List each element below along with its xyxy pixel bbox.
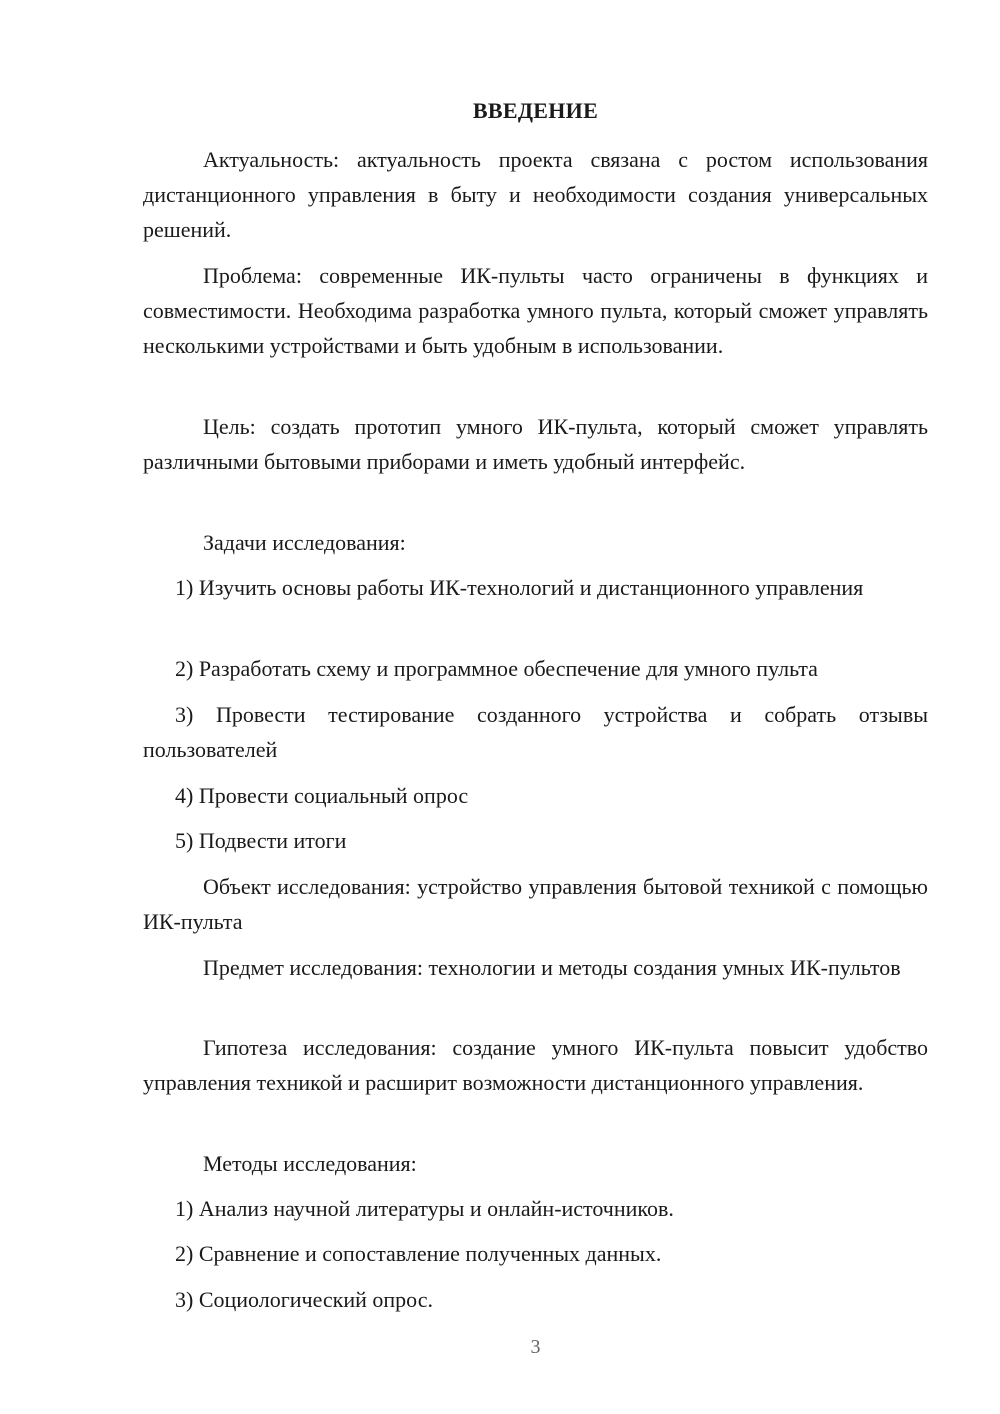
tasks-heading: Задачи исследования: xyxy=(203,530,406,555)
task-item-2: 2) Разработать схему и программное обеспечение для умного пульта xyxy=(175,656,818,681)
page-title: ВВЕДЕНИЕ xyxy=(472,98,599,123)
object-paragraph: Объект исследования: устройство управления бытовой техникой с помощью ИК-пульта xyxy=(143,874,928,934)
page-number: 3 xyxy=(530,1336,541,1358)
method-item-3: 3) Социологический опрос. xyxy=(175,1287,433,1312)
method-item-1: 1) Анализ научной литературы и онлайн-источников. xyxy=(175,1196,674,1221)
methods-heading: Методы исследования: xyxy=(203,1151,417,1176)
hypothesis-paragraph: Гипотеза исследования: создание умного ИК-пульта повысит удобство управления техникой и расширит возможности дистанционного управления. xyxy=(143,1035,928,1095)
document-page xyxy=(143,0,928,1414)
task-item-5: 5) Подвести итоги xyxy=(175,828,347,853)
problem-paragraph: Проблема: современные ИК-пульты часто ограничены в функциях и совместимости. Необходима разработка умного пульта, который сможет управлять несколькими устройствами и быть удобным в использовании. xyxy=(143,263,928,358)
task-item-1: 1) Изучить основы работы ИК-технологий и дистанционного управления xyxy=(175,575,864,600)
method-item-2: 2) Сравнение и сопоставление полученных данных. xyxy=(175,1241,662,1266)
subject-paragraph: Предмет исследования: технологии и методы создания умных ИК-пультов xyxy=(203,955,901,980)
task-item-4: 4) Провести социальный опрос xyxy=(175,783,469,808)
goal-paragraph: Цель: создать прототип умного ИК-пульта, который сможет управлять различными бытовыми приборами и иметь удобный интерфейс. xyxy=(143,414,928,474)
task-item-3: 3) Провести тестирование созданного устройства и собрать отзывы пользователей xyxy=(143,702,928,762)
relevance-paragraph: Актуальность: актуальность проекта связана с ростом использования дистанционного управления в быту и необходимости создания универсальных решений. xyxy=(143,147,928,242)
